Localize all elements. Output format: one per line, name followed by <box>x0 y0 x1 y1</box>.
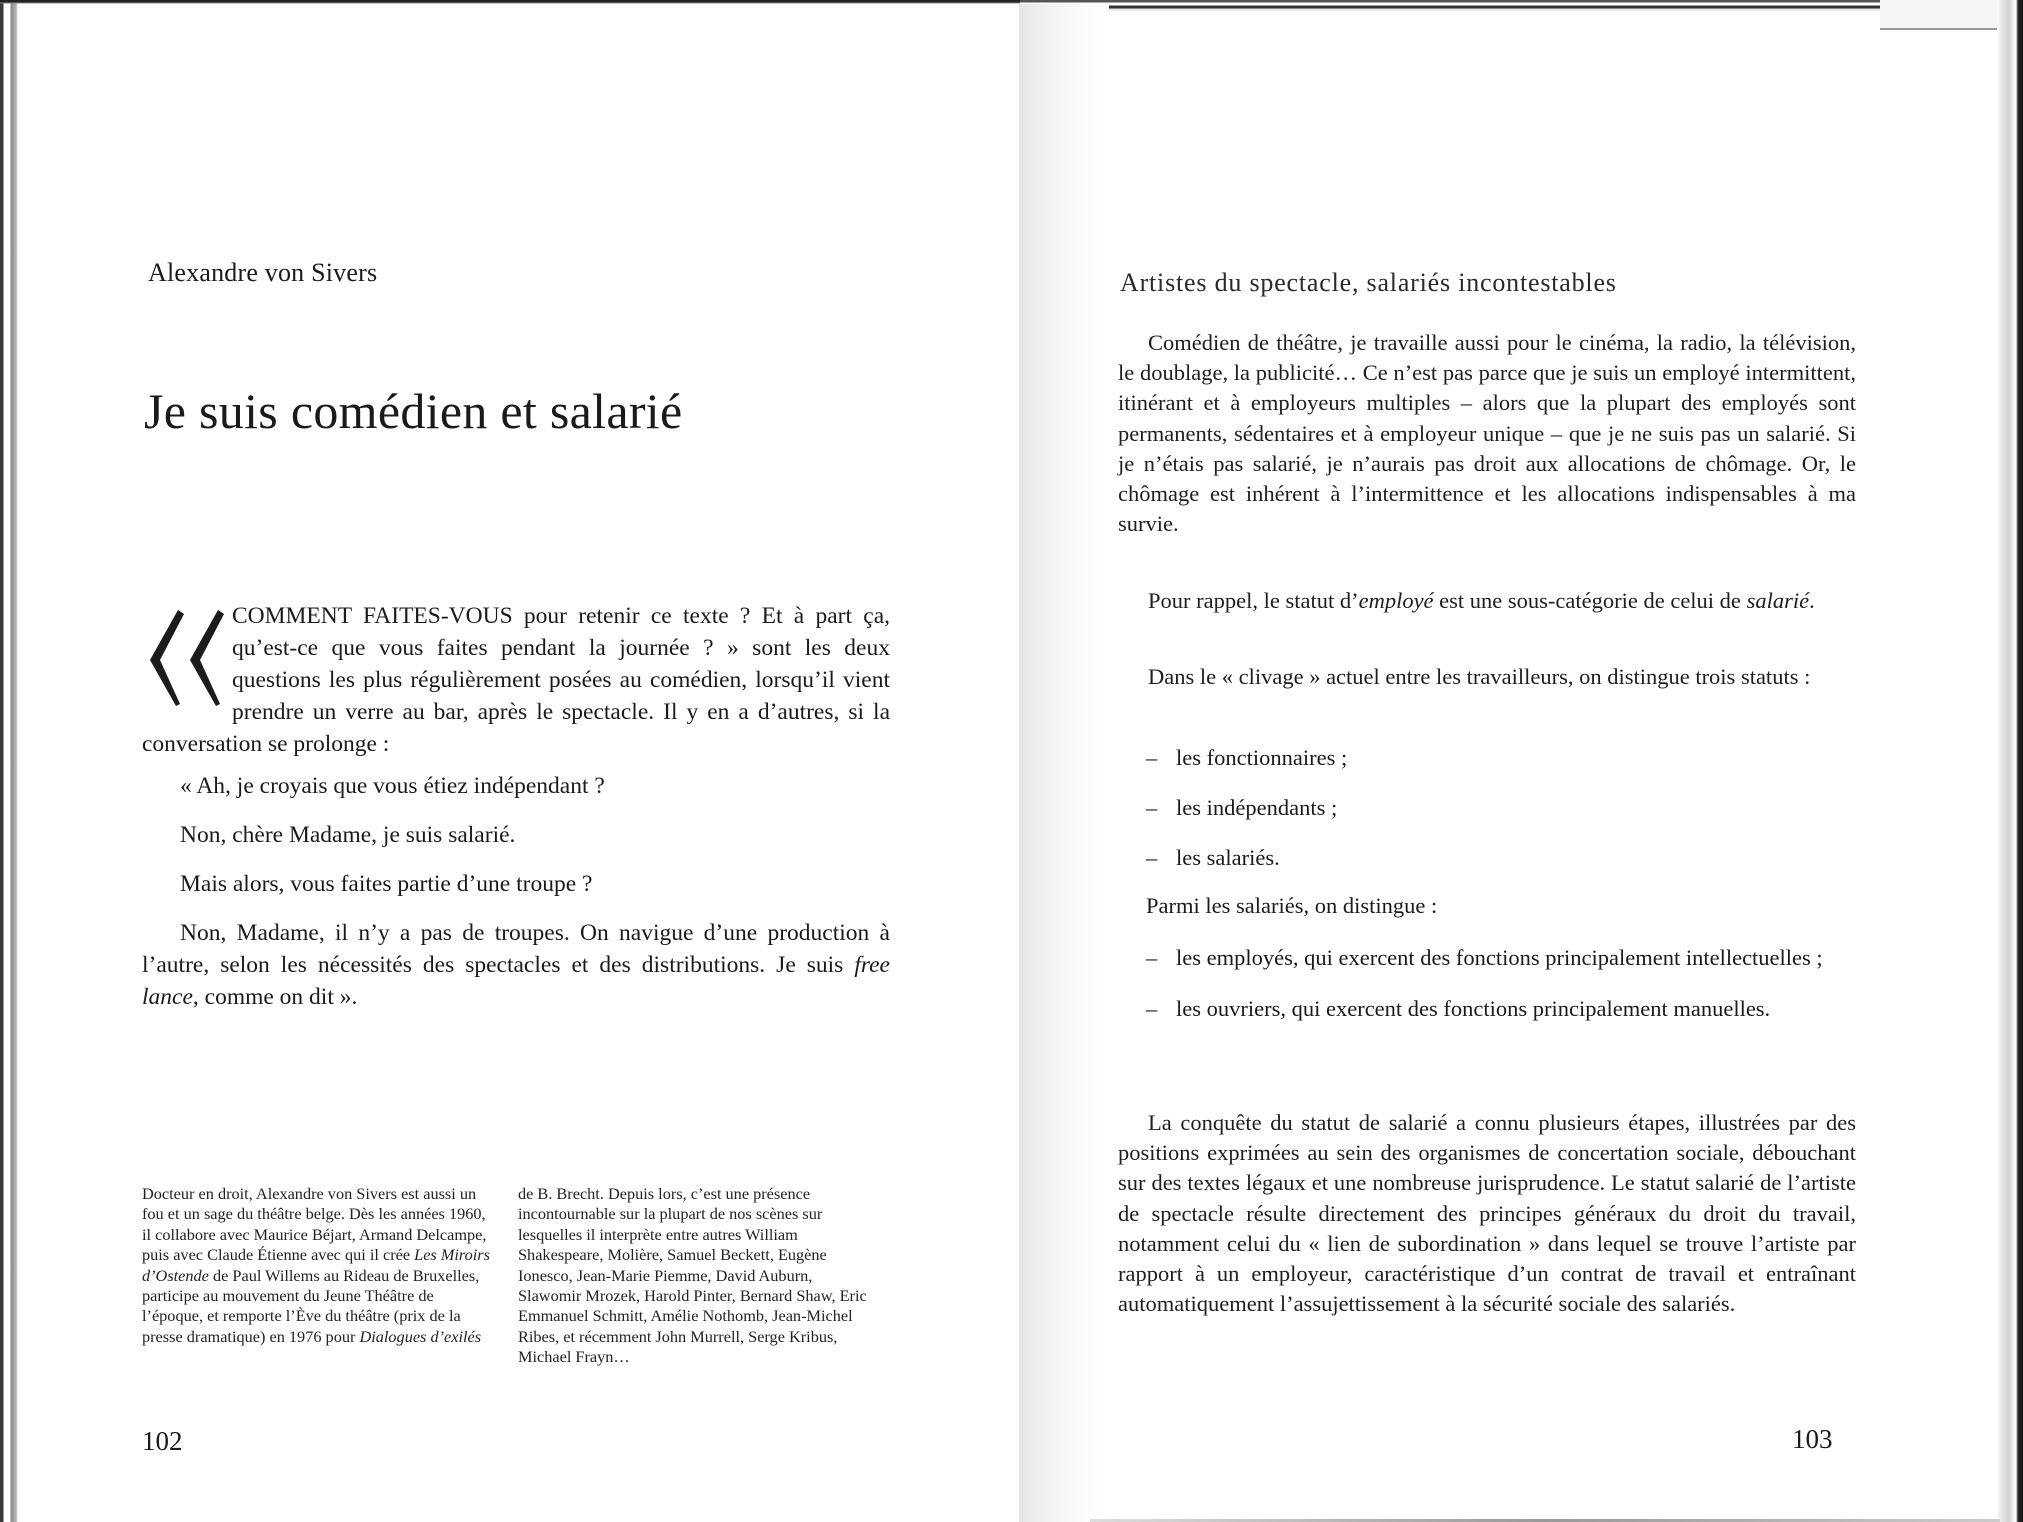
scan-left-edge <box>0 0 18 1522</box>
list-2-intro: Parmi les salariés, on distingue : <box>1146 893 1438 918</box>
dash-bullet-icon: – <box>1146 745 1158 770</box>
page-number-left: 102 <box>142 1426 183 1456</box>
opening-guillemet-icon <box>142 608 228 708</box>
salaried-list <box>1146 942 1856 1043</box>
dash-bullet-icon: – <box>1146 996 1158 1021</box>
dialogue-block <box>142 770 890 1013</box>
paragraph-2: Pour rappel, le statut d’employé est une sous-catégorie de celui de salarié. <box>1148 588 1815 613</box>
list-item: – les salariés. <box>1146 842 1856 873</box>
dash-bullet-icon: – <box>1146 845 1158 870</box>
intro-paragraph <box>142 600 890 760</box>
italic-term: salarié <box>1746 588 1810 613</box>
italic-term: employé <box>1358 588 1434 613</box>
italic-term: free lance <box>142 952 890 1010</box>
author-bio-column-1: Docteur en droit, Alexandre von Sivers est aussi un fou et un sage du théâtre belge. Dès les années 1960, il collabore avec Maurice Béjart, Armand Delcampe, puis avec Claude Étienne avec qui il crée Les Miroirs d’Ostende de Paul Willems au Rideau de Bruxelles, participe au mouvement du Jeune Théâtre de l’époque, et remporte l’Ève du théâtre (prix de la presse dramatique) en 1976 pour Dialogues d’exilés <box>142 1184 490 1346</box>
scan-right-edge <box>1997 0 2023 1522</box>
dialogue-line: Non, chère Madame, je suis salarié. <box>180 822 516 848</box>
book-spine-shadow <box>1019 4 1109 1522</box>
dash-bullet-icon: – <box>1146 795 1158 820</box>
paragraph-1: Comédien de théâtre, je travaille aussi pour le cinéma, la radio, la télévision, le doublage, la publicité… Ce n’est pas parce que je suis un employé intermittent, itinérant et à employeurs multiples – alors que la plupart des employés sont permanents, sédentaires et à employeur unique – que je ne suis pas un salarié. Si je n’étais pas salarié, je n’aurais pas droit aux allocations de chômage. Or, le chômage est inhérent à l’intermittence et les allocations indispensables à ma survie. <box>1118 330 1856 537</box>
article-author: Alexandre von Sivers <box>148 258 378 287</box>
dialogue-line: Non, Madame, il n’y a pas de troupes. On navigue d’une production à l’autre, selon les nécessités des spectacles et des distributions. Je suis free lance, comme on dit ». <box>142 920 890 1010</box>
work-title: Dialogues d’exilés <box>359 1326 482 1346</box>
article-title: Je suis comédien et salarié <box>144 383 683 439</box>
intro-text: COMMENT FAITES-VOUS pour retenir ce texte ? Et à part ça, qu’est-ce que vous faites pendant la journée ? » sont les deux questions les plus régulièrement posées au comédien, lorsqu’il vient prendre un verre au bar, après le spectacle. Il y en a d’autres, si la conversation se prolonge : <box>142 603 890 757</box>
dialogue-line: « Ah, je croyais que vous étiez indépendant ? <box>180 773 605 799</box>
list-item: – les fonctionnaires ; <box>1146 742 1856 773</box>
status-list <box>1146 742 1856 892</box>
dialogue-line: Mais alors, vous faites partie d’une troupe ? <box>180 871 593 897</box>
list-item: – les ouvriers, qui exercent des fonctions principalement manuelles. <box>1146 993 1856 1024</box>
page-number-right: 103 <box>1792 1424 1833 1454</box>
list-item: – les indépendants ; <box>1146 792 1856 823</box>
author-bio-column-2: de B. Brecht. Depuis lors, c’est une présence incontournable sur la plupart de nos scènes sur lesquelles il interprète entre autres William Shakespeare, Molière, Samuel Beckett, Eugène Ionesco, Jean-Marie Piemme, David Auburn, Slawomir Mrozek, Harold Pinter, Bernard Shaw, Eric Emmanuel Schmitt, Amélie Nothomb, Jean-Michel Ribes, et récemment John Murrell, Serge Kribus, Michael Frayn… <box>518 1184 867 1367</box>
section-title: Artistes du spectacle, salariés incontestables <box>1120 268 1617 297</box>
paragraph-4: La conquête du statut de salarié a connu plusieurs étapes, illustrées par des positions exprimées au sein des organismes de concertation sociale, débouchant sur des textes légaux et une nombreuse jurisprudence. Le statut salarié de l’artiste de spectacle résulte directement des principes généraux du droit du travail, notamment celui du « lien de subordination » dans lequel se trouve l’artiste par rapport à un employeur, caractéristique d’un contrat de travail et entraînant automatiquement l’assujettissement à la sécurité sociale des salariés. <box>1118 1110 1856 1317</box>
list-item: – les employés, qui exercent des fonctions principalement intellectuelles ; <box>1146 942 1856 973</box>
paragraph-3: Dans le « clivage » actuel entre les travailleurs, on distingue trois statuts : <box>1148 664 1811 689</box>
dash-bullet-icon: – <box>1146 945 1158 970</box>
work-title: Les Miroirs d’Ostende <box>142 1245 490 1285</box>
